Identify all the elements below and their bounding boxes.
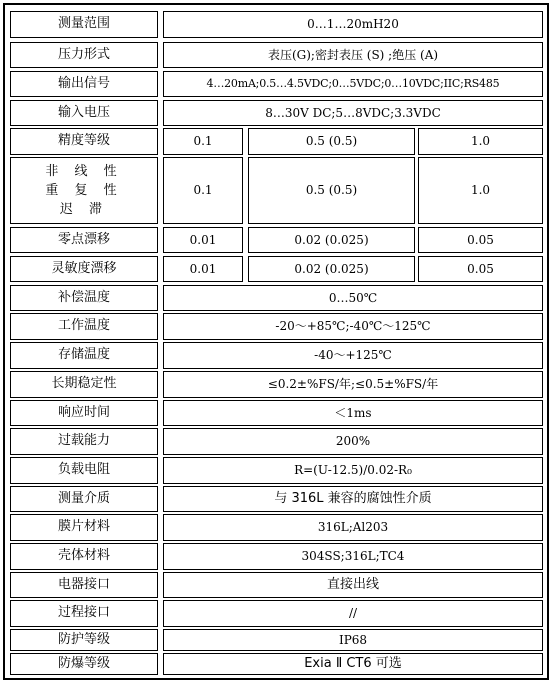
row-pressure-type: [5, 42, 547, 68]
value-protection-class: IP68: [163, 629, 543, 651]
row-explosion-proof-class: [5, 653, 547, 675]
row-zero-drift: [5, 227, 547, 253]
value-sensitivity-drift-2: 0.02 (0.025): [248, 256, 415, 282]
row-diaphragm-material: [5, 514, 547, 541]
value-pressure-type: 表压(G);密封表压 (S) ;绝压 (A): [163, 42, 543, 68]
row-nonlinearity: [5, 157, 547, 224]
value-nonlinearity-1: 0.1: [163, 157, 243, 224]
value-overload-capacity: 200%: [163, 428, 543, 455]
value-sensitivity-drift-3: 0.05: [418, 256, 543, 282]
label-load-resistance: 负载电阻: [10, 457, 158, 484]
label-measured-medium: 测量介质: [10, 486, 158, 512]
row-measuring-range: [5, 11, 547, 38]
label-pressure-type: 压力形式: [10, 42, 158, 68]
label-storage-temperature: 存储温度: [10, 342, 158, 369]
label-input-voltage: 输入电压: [10, 100, 158, 126]
value-load-resistance: R=(U-12.5)/0.02-R₀: [163, 457, 543, 484]
label-protection-class: 防护等级: [10, 629, 158, 651]
label-process-connection: 过程接口: [10, 600, 158, 627]
row-response-time: [5, 400, 547, 426]
value-accuracy-class-3: 1.0: [418, 128, 543, 155]
row-housing-material: [5, 543, 547, 570]
label-overload-capacity: 过载能力: [10, 428, 158, 455]
value-diaphragm-material: 316L;Al203: [163, 514, 543, 541]
label-nonlinearity-repeatability-hysteresis: [10, 157, 158, 224]
row-electrical-connection: [5, 572, 547, 598]
value-compensated-temperature: 0…50℃: [163, 285, 543, 311]
label-explosion-proof-class: 防爆等级: [10, 653, 158, 675]
label-long-term-stability: 长期稳定性: [10, 371, 158, 398]
row-measured-medium: [5, 486, 547, 512]
label-sensitivity-drift: 灵敏度漂移: [10, 256, 158, 282]
value-zero-drift-1: 0.01: [163, 227, 243, 253]
value-accuracy-class-1: 0.1: [163, 128, 243, 155]
value-electrical-connection: 直接出线: [163, 572, 543, 598]
label-hysteresis: 迟 滞: [59, 202, 109, 217]
label-output-signal: 输出信号: [10, 71, 158, 97]
label-response-time: 响应时间: [10, 400, 158, 426]
value-accuracy-class-2: 0.5 (0.5): [248, 128, 415, 155]
label-measuring-range: 测量范围: [10, 11, 158, 38]
row-overload-capacity: [5, 428, 547, 455]
row-accuracy-class: [5, 128, 547, 155]
label-repeatability: 重 复 性: [45, 183, 123, 198]
value-input-voltage: 8…30V DC;5…8VDC;3.3VDC: [163, 100, 543, 126]
value-measured-medium: 与 316L 兼容的腐蚀性介质: [163, 486, 543, 512]
label-housing-material: 壳体材料: [10, 543, 158, 570]
row-load-resistance: [5, 457, 547, 484]
row-process-connection: [5, 600, 547, 627]
label-nonlinearity: 非 线 性: [45, 164, 123, 179]
row-storage-temperature: [5, 342, 547, 369]
row-compensated-temperature: [5, 285, 547, 311]
value-measuring-range: 0…1…20mH20: [163, 11, 543, 38]
row-long-term-stability: [5, 371, 547, 398]
spec-table: [3, 3, 549, 680]
value-housing-material: 304SS;316L;TC4: [163, 543, 543, 570]
value-storage-temperature: -40～+125℃: [163, 342, 543, 369]
value-long-term-stability: ≤0.2±%FS/年;≤0.5±%FS/年: [163, 371, 543, 398]
value-nonlinearity-2: 0.5 (0.5): [248, 157, 415, 224]
label-diaphragm-material: 膜片材料: [10, 514, 158, 541]
value-process-connection: //: [163, 600, 543, 627]
label-compensated-temperature: 补偿温度: [10, 285, 158, 311]
label-accuracy-class: 精度等级: [10, 128, 158, 155]
row-sensitivity-drift: [5, 256, 547, 282]
label-operating-temperature: 工作温度: [10, 313, 158, 340]
value-explosion-proof-class: Exia Ⅱ CT6 可选: [163, 653, 543, 675]
row-input-voltage: [5, 100, 547, 126]
label-electrical-connection: 电器接口: [10, 572, 158, 598]
value-operating-temperature: -20～+85℃;-40℃～125℃: [163, 313, 543, 340]
row-operating-temperature: [5, 313, 547, 340]
value-zero-drift-2: 0.02 (0.025): [248, 227, 415, 253]
value-response-time: ＜1ms: [163, 400, 543, 426]
value-nonlinearity-3: 1.0: [418, 157, 543, 224]
label-zero-drift: 零点漂移: [10, 227, 158, 253]
row-protection-class: [5, 629, 547, 651]
value-sensitivity-drift-1: 0.01: [163, 256, 243, 282]
row-output-signal: [5, 71, 547, 97]
value-zero-drift-3: 0.05: [418, 227, 543, 253]
value-output-signal: 4…20mA;0.5…4.5VDC;0…5VDC;0…10VDC;IIC;RS485: [163, 71, 543, 97]
